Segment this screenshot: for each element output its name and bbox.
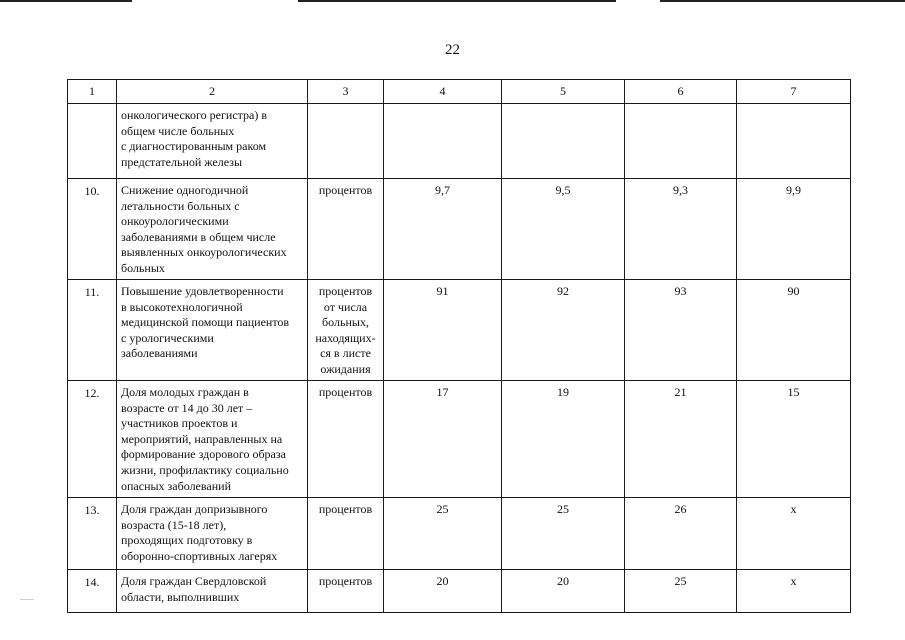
top-edge-rule-right <box>660 0 905 2</box>
unit-cell <box>308 104 384 179</box>
unit-text: процентов от числа больных, находящих- ся в листе ожидания <box>315 284 376 376</box>
scan-speck <box>20 599 34 600</box>
column-header-4: 4 <box>384 80 502 104</box>
row-number: 10. <box>68 179 117 280</box>
indicator-name <box>117 570 308 613</box>
value-col-5: 19 <box>502 381 625 498</box>
indicator-name-text: онкологического регистра) в общем числе больных с диагностированным раком предстательной железы <box>121 108 268 169</box>
value-col-5: 25 <box>502 498 625 570</box>
table-row <box>68 498 851 570</box>
value-col-7 <box>737 104 851 179</box>
indicator-name <box>117 280 308 381</box>
value-col-6: 93 <box>625 280 737 381</box>
row-number: 11. <box>68 280 117 381</box>
unit-text: процентов <box>318 502 373 516</box>
unit-cell <box>308 498 384 570</box>
unit-cell <box>308 280 384 381</box>
row-number <box>68 104 117 179</box>
column-header-6: 6 <box>625 80 737 104</box>
value-col-4: 91 <box>384 280 502 381</box>
value-col-4 <box>384 104 502 179</box>
column-header-7: 7 <box>737 80 851 104</box>
value-col-6: 21 <box>625 381 737 498</box>
value-col-5: 20 <box>502 570 625 613</box>
row-number: 12. <box>68 381 117 498</box>
value-col-7: 9,9 <box>737 179 851 280</box>
indicator-name-text: Повышение удовлетворенности в высокотехнологичной медицинской помощи пациентов с урологическими заболеваниями <box>121 284 290 361</box>
indicator-name <box>117 104 308 179</box>
value-col-6 <box>625 104 737 179</box>
indicator-name-text: Доля граждан Свердловской области, выполнивших <box>121 574 267 604</box>
indicator-name <box>117 381 308 498</box>
value-col-7: х <box>737 570 851 613</box>
table-row <box>68 570 851 613</box>
row-number: 14. <box>68 570 117 613</box>
value-col-5: 92 <box>502 280 625 381</box>
table-row <box>68 179 851 280</box>
top-edge-rule-left <box>0 0 132 2</box>
column-number-header-row <box>68 80 851 104</box>
page-number: 22 <box>445 42 460 58</box>
table-row <box>68 104 851 179</box>
unit-cell <box>308 570 384 613</box>
unit-text: процентов <box>318 183 373 197</box>
column-header-1: 1 <box>68 80 117 104</box>
unit-cell <box>308 381 384 498</box>
column-header-2: 2 <box>117 80 308 104</box>
indicator-name-text: Доля граждан допризывного возраста (15-18 лет), проходящих подготовку в оборонно-спортивных лагерях <box>121 502 278 563</box>
top-edge-rule-center <box>298 0 616 2</box>
column-header-5: 5 <box>502 80 625 104</box>
value-col-4: 20 <box>384 570 502 613</box>
value-col-7: х <box>737 498 851 570</box>
unit-cell <box>308 179 384 280</box>
table-row <box>68 381 851 498</box>
value-col-6: 26 <box>625 498 737 570</box>
value-col-4: 17 <box>384 381 502 498</box>
indicator-name <box>117 179 308 280</box>
indicators-table <box>67 79 851 613</box>
column-header-3: 3 <box>308 80 384 104</box>
indicator-name-text: Снижение одногодичной летальности больных с онкоурологическими заболеваниями в общем числе выявленных онкоурологических больных <box>121 183 287 275</box>
value-col-6: 9,3 <box>625 179 737 280</box>
indicator-name <box>117 498 308 570</box>
value-col-5 <box>502 104 625 179</box>
value-col-6: 25 <box>625 570 737 613</box>
value-col-4: 9,7 <box>384 179 502 280</box>
indicator-name-text: Доля молодых граждан в возрасте от 14 до 30 лет – участников проектов и мероприятий, направленных на формирование здорового образа жизни, профилактику социально опасных заболеваний <box>121 385 289 493</box>
unit-text: процентов <box>318 574 373 588</box>
row-number: 13. <box>68 498 117 570</box>
value-col-4: 25 <box>384 498 502 570</box>
value-col-7: 15 <box>737 381 851 498</box>
value-col-5: 9,5 <box>502 179 625 280</box>
table-row <box>68 280 851 381</box>
unit-text: процентов <box>318 385 373 399</box>
value-col-7: 90 <box>737 280 851 381</box>
